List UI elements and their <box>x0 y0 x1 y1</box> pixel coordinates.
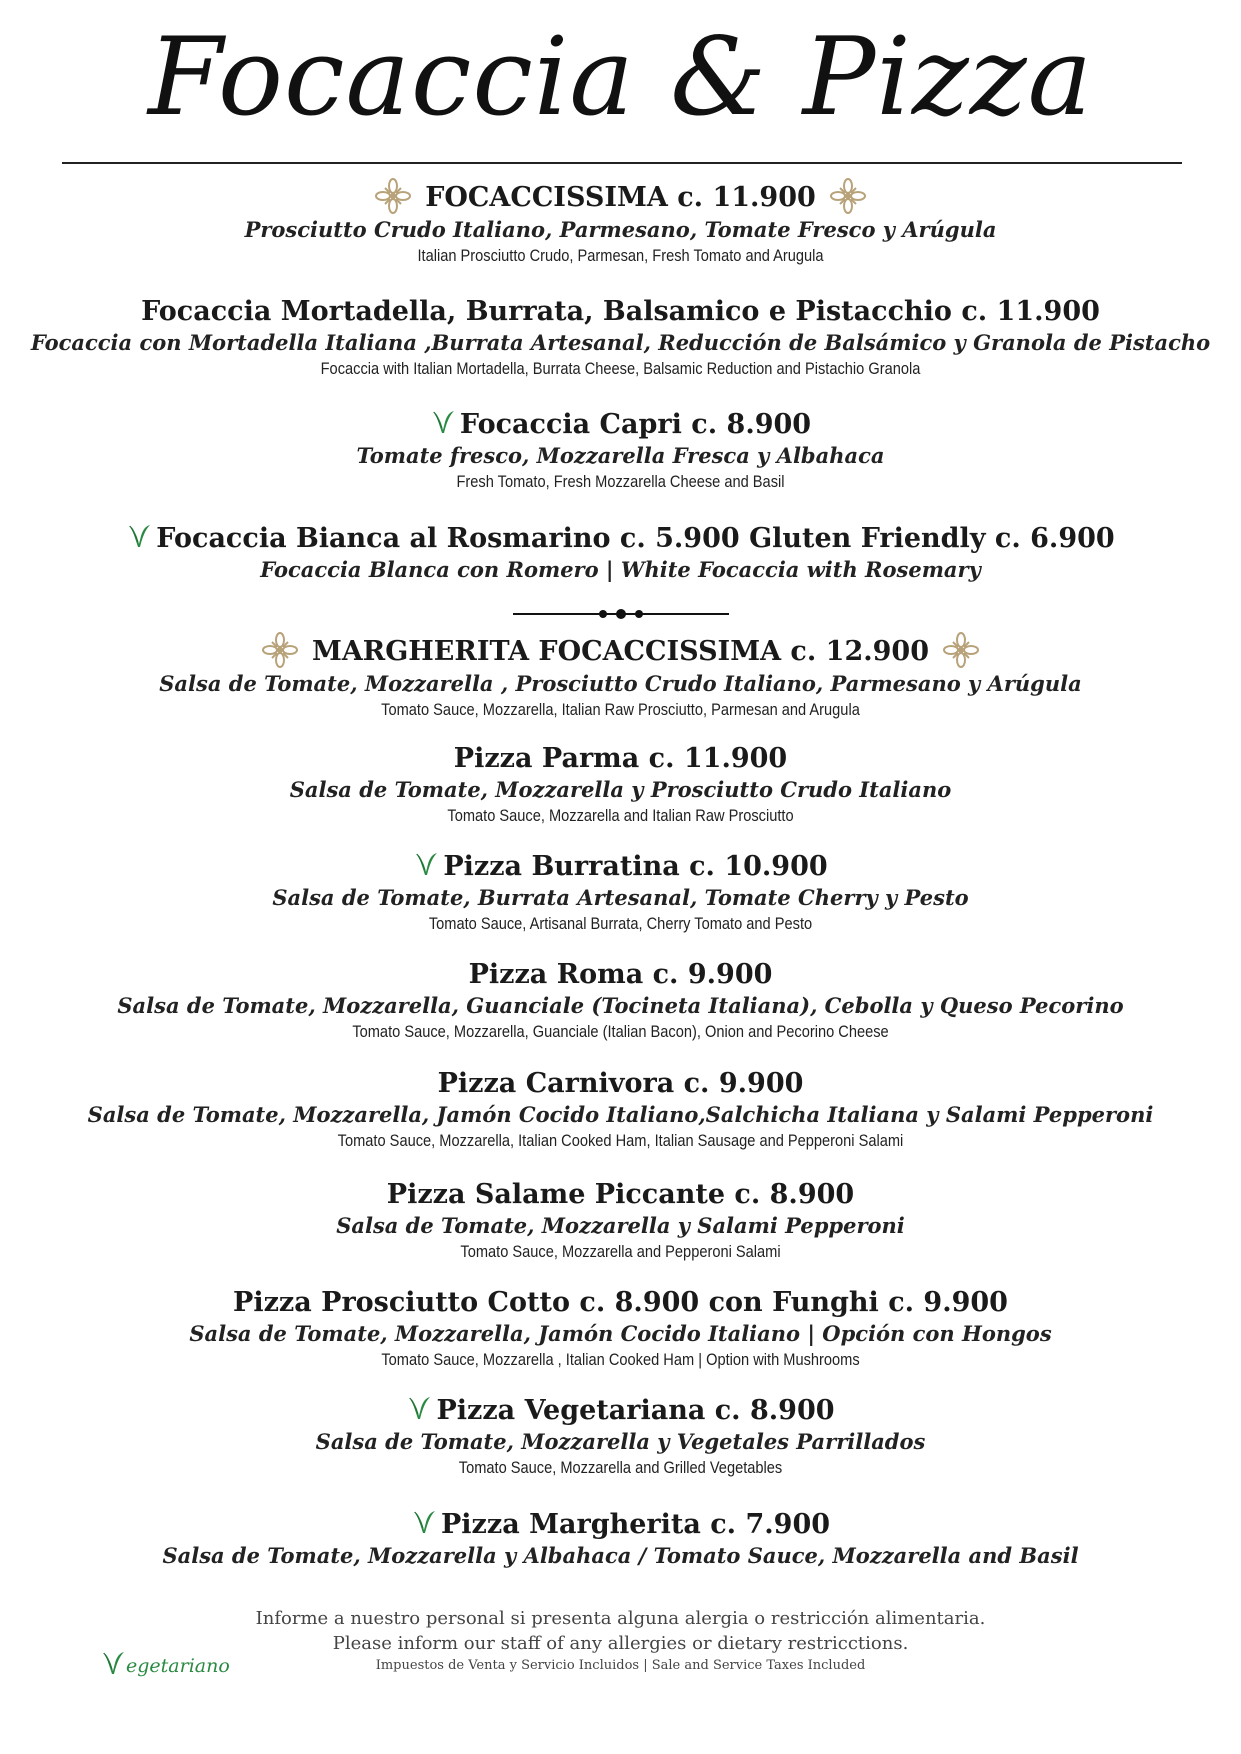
item-name: Focaccia Capri c. 8.900 <box>459 409 812 440</box>
item-desc-es: Focaccia con Mortadella Italiana ,Burrata Artesanal, Reducción de Balsámico y Granola de Pistacho <box>30 330 1211 355</box>
menu-item <box>0 1508 1241 1570</box>
item-desc-es: Salsa de Tomate, Mozzarella y Albahaca / Tomato Sauce, Mozzarella and Basil <box>162 1543 1079 1568</box>
title-underline <box>62 162 1182 164</box>
item-desc-es: Salsa de Tomate, Mozzarella y Prosciutto Crudo Italiano <box>289 777 952 802</box>
menu-item <box>0 522 1241 584</box>
flourish-ornament-icon <box>260 630 300 670</box>
menu-item <box>0 1394 1241 1480</box>
menu-item <box>0 742 1241 828</box>
leaf-v-icon <box>126 522 152 550</box>
flourish-ornament-icon <box>828 176 868 216</box>
item-desc-en: Tomato Sauce, Mozzarella and Grilled Vegetables <box>458 1458 783 1477</box>
item-name: Pizza Carnivora c. 9.900 <box>437 1068 804 1099</box>
item-heading <box>0 522 1241 556</box>
leaf-v-icon <box>430 408 456 436</box>
vegetarian-legend <box>100 1647 230 1677</box>
item-name: MARGHERITA FOCACCISSIMA c. 12.900 <box>311 636 930 667</box>
item-desc-en: Italian Prosciutto Crudo, Parmesan, Fresh Tomato and Arugula <box>417 246 824 265</box>
flourish-ornament-icon <box>941 630 981 670</box>
allergy-note-es: Informe a nuestro personal si presenta alguna alergia o restricción alimentaria. <box>255 1608 986 1629</box>
menu-item <box>0 408 1241 494</box>
menu-item <box>0 1286 1241 1372</box>
leaf-v-icon <box>406 1394 432 1422</box>
item-desc-en: Tomato Sauce, Mozzarella, Guanciale (Italian Bacon), Onion and Pecorino Cheese <box>352 1022 889 1041</box>
item-desc-es: Prosciutto Crudo Italiano, Parmesano, Tomate Fresco y Arúgula <box>244 217 997 242</box>
item-desc-en: Tomato Sauce, Mozzarella, Italian Raw Prosciutto, Parmesan and Arugula <box>381 700 860 719</box>
item-desc-es: Salsa de Tomate, Mozzarella y Salami Pepperoni <box>336 1213 905 1238</box>
menu-item <box>0 295 1241 381</box>
item-name: Focaccia Mortadella, Burrata, Balsamico e Pistacchio c. 11.900 <box>141 296 1100 327</box>
legend-label: egetariano <box>126 1655 230 1677</box>
menu-item <box>0 176 1241 268</box>
leaf-v-icon <box>411 1508 437 1536</box>
menu-item <box>0 850 1241 936</box>
item-desc-en: Tomato Sauce, Mozzarella and Italian Raw Prosciutto <box>447 806 794 825</box>
item-heading <box>0 1508 1241 1542</box>
flourish-ornament-icon <box>373 176 413 216</box>
item-desc-en: Focaccia with Italian Mortadella, Burrata Cheese, Balsamic Reduction and Pistachio Granola <box>320 359 921 378</box>
item-desc-en: Tomato Sauce, Mozzarella, Italian Cooked Ham, Italian Sausage and Pepperoni Salami <box>337 1131 904 1150</box>
item-name: FOCACCISSIMA c. 11.900 <box>425 182 816 213</box>
item-name: Pizza Vegetariana c. 8.900 <box>436 1395 835 1426</box>
item-desc-es: Salsa de Tomate, Mozzarella, Jamón Cocido Italiano | Opción con Hongos <box>189 1321 1052 1346</box>
item-desc-es: Salsa de Tomate, Burrata Artesanal, Tomate Cherry y Pesto <box>272 885 969 910</box>
item-name: Pizza Salame Piccante c. 8.900 <box>386 1179 855 1210</box>
leaf-v-icon <box>100 1649 126 1677</box>
item-desc-es: Salsa de Tomate, Mozzarella , Prosciutto Crudo Italiano, Parmesano y Arúgula <box>159 671 1082 696</box>
item-desc-en: Tomato Sauce, Mozzarella and Pepperoni Salami <box>460 1242 781 1261</box>
item-desc-es: Salsa de Tomate, Mozzarella, Jamón Cocido Italiano,Salchicha Italiana y Salami Pepperoni <box>87 1102 1154 1127</box>
item-name: Focaccia Bianca al Rosmarino c. 5.900 Gluten Friendly c. 6.900 <box>156 523 1115 554</box>
menu-item <box>0 1178 1241 1264</box>
allergy-note-en: Please inform our staff of any allergies or dietary restricctions. <box>332 1633 909 1654</box>
item-heading <box>0 176 1241 216</box>
menu-item <box>0 1067 1241 1153</box>
item-desc-en: Tomato Sauce, Artisanal Burrata, Cherry Tomato and Pesto <box>428 914 813 933</box>
item-desc-es: Tomate fresco, Mozzarella Fresca y Albahaca <box>356 443 885 468</box>
item-desc-es: Salsa de Tomate, Mozzarella, Guanciale (Tocineta Italiana), Cebolla y Queso Pecorino <box>117 993 1124 1018</box>
item-heading <box>0 408 1241 442</box>
taxes-note: Impuestos de Venta y Servicio Incluidos | Sale and Service Taxes Included <box>375 1658 866 1673</box>
item-heading <box>0 630 1241 670</box>
item-desc-en: Fresh Tomato, Fresh Mozzarella Cheese and Basil <box>456 472 785 491</box>
item-name: Pizza Burratina c. 10.900 <box>443 851 828 882</box>
section-divider <box>513 608 729 620</box>
menu-title: Focaccia & Pizza <box>147 15 1094 140</box>
leaf-v-icon <box>413 850 439 878</box>
item-name: Pizza Parma c. 11.900 <box>453 743 788 774</box>
item-name: Pizza Roma c. 9.900 <box>468 959 773 990</box>
item-name: Pizza Margherita c. 7.900 <box>440 1509 831 1540</box>
item-name: Pizza Prosciutto Cotto c. 8.900 con Funghi c. 9.900 <box>233 1287 1008 1318</box>
item-desc-es: Focaccia Blanca con Romero | White Focaccia with Rosemary <box>260 557 981 582</box>
item-heading <box>0 850 1241 884</box>
item-desc-en: Tomato Sauce, Mozzarella , Italian Cooked Ham | Option with Mushrooms <box>381 1350 860 1369</box>
menu-item <box>0 958 1241 1044</box>
item-desc-es: Salsa de Tomate, Mozzarella y Vegetales Parrillados <box>315 1429 926 1454</box>
item-heading <box>0 1394 1241 1428</box>
menu-item <box>0 630 1241 722</box>
